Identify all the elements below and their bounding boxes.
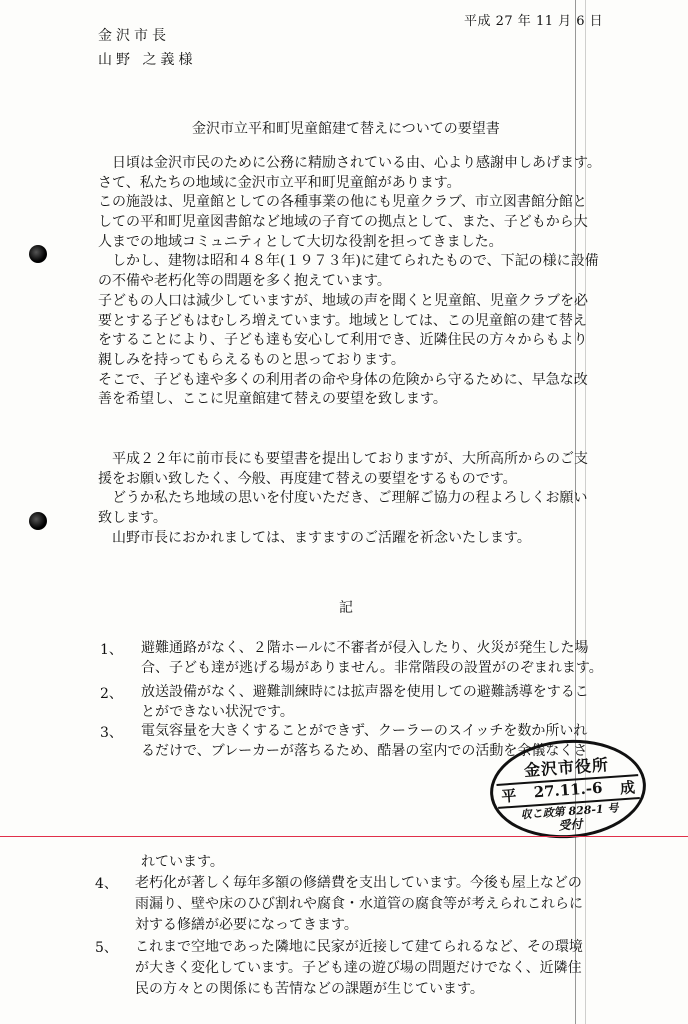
item-number: 5、 — [95, 940, 118, 956]
stamp-suffix: 成 — [619, 778, 636, 798]
document-title: 金沢市立平和町児童館建て替えについての要望書 — [192, 121, 500, 137]
stamp-office: 金沢市役所 — [523, 755, 610, 780]
text-line: 平成２２年に前市長にも要望書を提出しておりますが、大所高所からのご支 — [98, 451, 588, 467]
item-line: 合、子ども達が逃げる場がありません。非常階段の設置がのぞまれます。 — [141, 659, 603, 676]
text-line: 致します。 — [98, 510, 167, 527]
punch-hole-top — [29, 245, 47, 263]
stamp-number: 収こ政第 828-1 号 — [520, 801, 619, 822]
text-line: どうか私たち地域の思いを付度いただき、ご理解ご協力の程よろしくお願い — [98, 490, 588, 507]
item-line: これまで空地であった隣地に民家が近接して建てられるなど、その環境 — [135, 939, 583, 955]
item-body — [135, 937, 583, 1000]
item-line: 民の方々との関係にも苦情などの課題が生じています。 — [135, 981, 484, 997]
addressee-title: 金沢市長 — [98, 28, 170, 44]
addressee-name: 山野 之義様 — [98, 52, 197, 68]
item-number: 1、 — [100, 642, 123, 658]
item-line: 老朽化が著しく毎年多額の修繕費を支出しています。今後も屋上などの — [135, 875, 582, 891]
punch-hole-bottom — [29, 512, 47, 530]
text-line: さて、私たちの地域に金沢市立平和町児童館があります。 — [98, 174, 461, 191]
text-line: 親しみを持ってもらえるものと思っております。 — [98, 351, 405, 368]
stamp-received: 受付 — [558, 817, 583, 833]
text-line: 子どもの人口は減少していますが、地域の声を聞くと児童館、児童クラブを必 — [98, 292, 588, 309]
ki-heading: 記 — [339, 600, 353, 616]
page-break-line — [0, 836, 688, 837]
item-number: 4、 — [95, 876, 118, 892]
text-line: 山野市長におかれましては、ますますのご活躍を祈念いたします。 — [98, 529, 531, 546]
item-body — [141, 683, 589, 722]
continued-text: れています。 — [141, 854, 224, 870]
text-line: の不備や老朽化等の問題を多く抱えています。 — [98, 273, 391, 290]
item-body — [135, 873, 583, 936]
item-number: 2、 — [100, 686, 123, 702]
text-line: この施設は、児童館としての各種事業の他にも児童クラブ、市立図書館分館と — [98, 194, 587, 211]
item-body — [141, 639, 603, 678]
text-line: そこで、子ども達や多くの利用者の命や身体の危険から守るために、早急な改 — [98, 371, 588, 388]
text-line: 善を希望し、ここに児童館建て替えの要望を致します。 — [98, 391, 447, 408]
item-number: 3、 — [100, 725, 123, 741]
text-line: 援をお願い致したく、今般、再度建て替えの要望をするものです。 — [98, 470, 517, 487]
body-paragraph-2 — [98, 450, 628, 548]
body-paragraph-1 — [98, 154, 628, 410]
item-line: 雨漏り、壁や床のひび割れや腐食・水道管の腐食等が考えられこれらに — [135, 896, 583, 912]
text-line: しての平和町児童図書館など地域の子育ての拠点として、また、子どもから大 — [98, 214, 588, 231]
item-line: 電気容量を大きくすることができず、クーラーのスイッチを数か所いれ — [141, 723, 588, 739]
text-line: 人までの地域コミュニティとして大切な役割を担ってきました。 — [98, 233, 503, 250]
item-line: が大きく変化しています。子ども達の遊び場の問題だけでなく、近隣住 — [135, 960, 582, 976]
text-line: 日頃は金沢市民のために公務に精励されている由、心より感謝申しあげます。 — [98, 155, 601, 171]
text-line: をすることにより、子ども達も安心して利用でき、近隣住民の方々からもより — [98, 332, 588, 349]
text-line: 要とする子どもはむしろ増えています。地域としては、この児童館の建て替え — [98, 312, 587, 329]
text-line: しかし、建物は昭和４８年(１９７３年)に建てられたもので、下記の様に設備 — [98, 253, 599, 270]
item-line: 放送設備がなく、避難訓練時には拡声器を使用しての避難誘導をするこ — [141, 684, 589, 700]
stamp-date: 27.11.-6 — [533, 778, 604, 802]
document-date: 平成 27 年 11 月 6 日 — [464, 14, 604, 29]
item-line: 対する修繕が必要になってきます。 — [135, 917, 358, 933]
item-line: るだけで、ブレーカーが落ちるため、酷暑の室内での活動を余儀なくさ — [141, 742, 588, 759]
item-line: 避難通路がなく、２階ホールに不審者が侵入したり、火災が発生した場 — [141, 640, 589, 656]
item-line: とができない状況です。 — [141, 703, 294, 720]
stamp-era: 平 — [500, 786, 517, 806]
